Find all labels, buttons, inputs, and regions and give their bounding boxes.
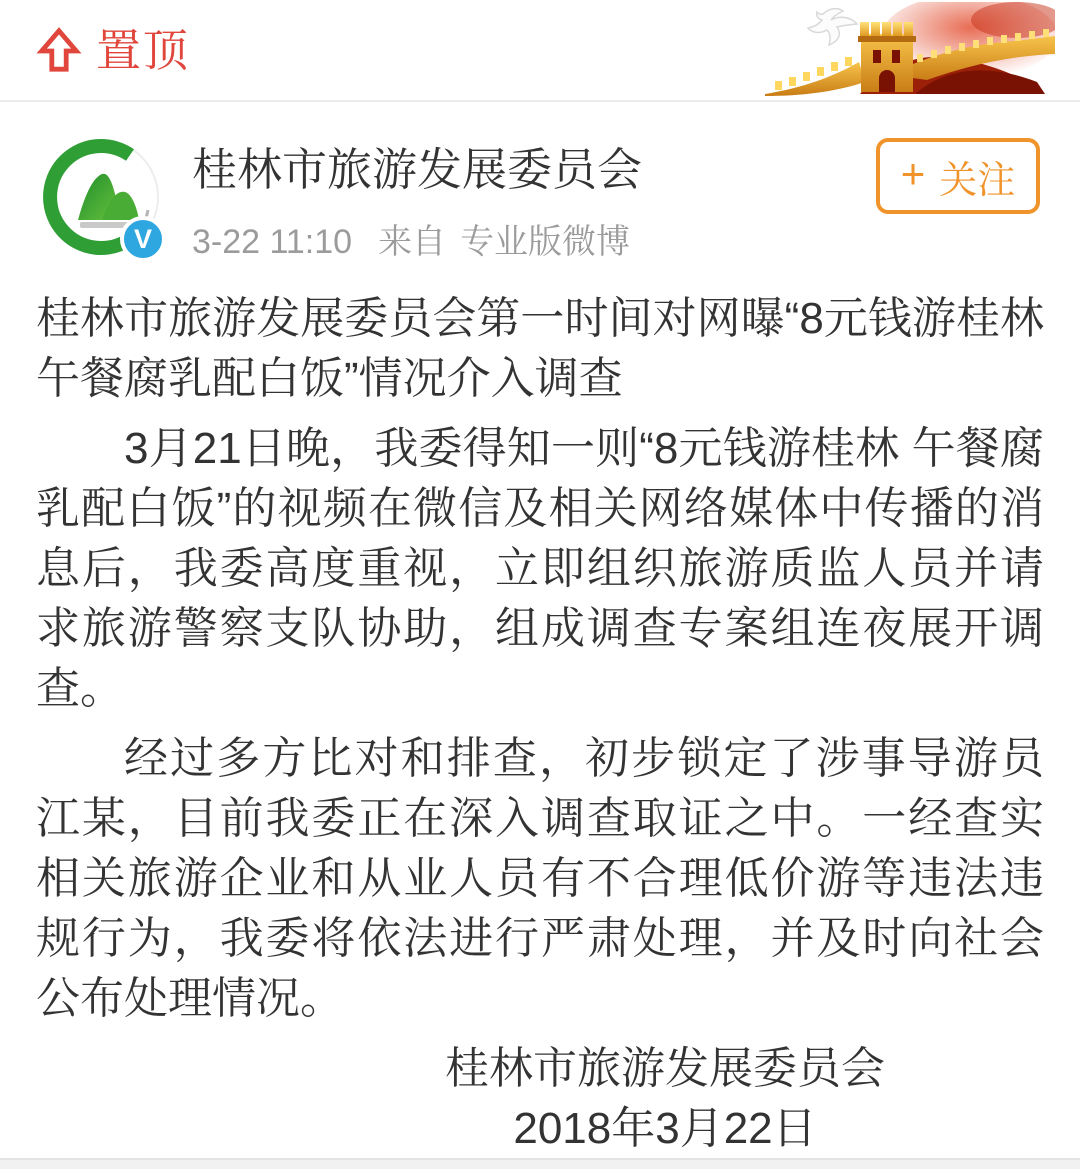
paragraph-2: 3月21日晚，我委得知一则“8元钱游桂林 午餐腐乳配白饭”的视频在微信及相关网络媒体中传播的消息后，我委高度重视，立即组织旅游质监人员并请求旅游警察支队协助，组成调查专案组连夜展开调查。	[36, 423, 1044, 713]
post-content	[0, 263, 1080, 1159]
source-prefix: 来自	[378, 222, 447, 261]
great-wall-decoration	[765, 2, 1055, 96]
plus-icon: +	[900, 150, 926, 197]
pin-to-top-icon	[36, 25, 82, 75]
timestamp: 3-22 11:10	[192, 222, 353, 261]
source-link[interactable]: 专业版微博	[460, 222, 631, 261]
profile-info	[192, 138, 642, 263]
dove-icon	[808, 9, 857, 45]
paragraph-3: 经过多方比对和排查，初步锁定了涉事导游员江某，目前我委正在深入调查取证之中。一经查实相关旅游企业和从业人员有不合理低价游等违法违规行为，我委将依法进行严肃处理，并及时向社会公布处理情况。	[36, 733, 1044, 1023]
paragraph-1: 桂林市旅游发展委员会第一时间对网曝“8元钱游桂林 午餐腐乳配白饭”情况介入调查	[36, 293, 1044, 403]
follow-label: 关注	[939, 159, 1016, 202]
post-header	[0, 102, 1080, 263]
pin-label: 置顶	[96, 24, 191, 76]
pin-to-top[interactable]	[36, 25, 190, 75]
verified-badge-icon	[120, 216, 166, 262]
follow-button[interactable]	[876, 138, 1040, 214]
signature-date: 2018年3月22日	[513, 1103, 817, 1153]
post-meta	[192, 214, 642, 263]
username[interactable]: 桂林市旅游发展委员会	[192, 144, 643, 195]
avatar[interactable]	[42, 138, 160, 256]
signature: 桂林市旅游发展委员会	[445, 1043, 885, 1093]
verified-letter: V	[133, 223, 152, 254]
pin-bar	[0, 0, 1080, 100]
bottom-divider	[0, 1158, 1080, 1169]
